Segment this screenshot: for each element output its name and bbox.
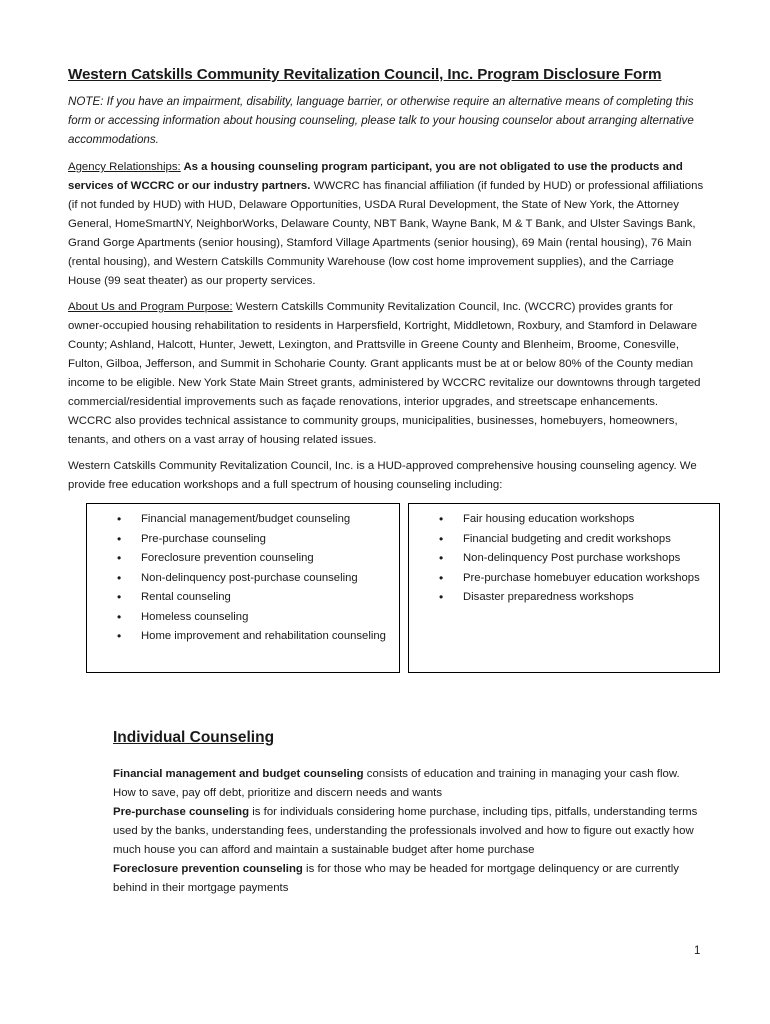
- counseling-services-box: [86, 503, 400, 673]
- bullet-icon: •: [439, 570, 444, 585]
- agency-relationships-paragraph: [68, 158, 704, 291]
- list-item: • Disaster preparedness workshops: [463, 588, 715, 608]
- bullet-icon: •: [439, 531, 444, 546]
- bullet-icon: •: [117, 609, 122, 624]
- pre-purchase-description: Pre-purchase counseling is for individuals considering home purchase, including tips, pitfalls, understanding terms used by the banks, understanding fees, understanding the professionals involved and how to figure out exactly how much house you can afford and maintain a sustainable budget after home purchase: [113, 806, 698, 856]
- bullet-icon: •: [117, 512, 122, 526]
- list-item: • Non-delinquency post-purchase counseling: [141, 569, 395, 589]
- bullet-icon: •: [117, 531, 122, 546]
- agency-relationships-text: WWCRC has financial affiliation (if funded by HUD) or professional affiliations (if not funded by HUD) with HUD, Delaware Opportunities, USDA Rural Development, the State of New York, the Attorney General, HomeSmartNY, NeighborWorks, Delaware County, NBT Bank, Wayne Bank, M & T Bank, and Ulster Savings Bank, Grand Gorge Apartments (senior housing), Stamford Village Apartments (senior housing), 69 Main (rental housing), 76 Main (rental housing), and Western Catskills Community Warehouse (low cost home improvement supplies), and the Carriage House (99 seat theater) as our property services.: [68, 180, 704, 287]
- bullet-icon: •: [439, 512, 444, 526]
- individual-counseling-section: [113, 765, 704, 898]
- services-boxes: [86, 503, 720, 673]
- list-item: • Foreclosure prevention counseling: [141, 549, 395, 569]
- document-page: [68, 66, 704, 898]
- workshops-box: [408, 503, 720, 673]
- agency-relationships-notice: As a housing counseling program participant, you are not obligated to use the products and services of WCCRC or our industry partners.: [68, 161, 683, 192]
- about-us-text: Western Catskills Community Revitalization Council, Inc. (WCCRC) provides grants for owner-occupied housing rehabilitation to residents in Harpersfield, Kortright, Middletown, Roxbury, and Stamford in Delaware County; Ashland, Halcott, Hunter, Jewett, Lexington, and Prattsville in Greene County and Blenheim, Broome, Conesville, Fulton, Gilboa, Jefferson, and Summit in Schoharie County. Grant applicants must be at or below 80% of the County median income to be eligible. New York State Main Street grants, administered by WCCRC revitalize our downtowns through targeted commercial/residential improvements such as façade renovations, interior upgrades, and streetscape enhancements. WCCRC also provides technical assistance to community groups, municipalities, businesses, homebuyers, homeowners, tenants, and others on a vast array of housing related issues.: [68, 301, 701, 446]
- bullet-icon: •: [439, 551, 444, 565]
- financial-management-description: Financial management and budget counseling consists of education and training in managing your cash flow. How to save, pay off debt, prioritize and discern needs and wants: [113, 768, 680, 799]
- list-item: • Fair housing education workshops: [463, 510, 715, 530]
- list-item: • Homeless counseling: [141, 608, 395, 628]
- about-us-label: About Us and Program Purpose:: [68, 301, 233, 313]
- bullet-icon: •: [117, 570, 122, 585]
- bullet-icon: •: [117, 629, 122, 643]
- individual-counseling-heading: Individual Counseling: [113, 729, 275, 746]
- form-title: Western Catskills Community Revitalization Council, Inc. Program Disclosure Form: [68, 66, 662, 83]
- list-item: • Pre-purchase counseling: [141, 530, 395, 550]
- list-item: • Rental counseling: [141, 588, 395, 608]
- list-item: • Home improvement and rehabilitation counseling: [141, 627, 395, 647]
- bullet-icon: •: [117, 590, 122, 604]
- bullet-icon: •: [117, 551, 122, 565]
- page-number: 1: [694, 945, 701, 957]
- agency-relationships-label: Agency Relationships:: [68, 161, 181, 173]
- list-item: • Financial management/budget counseling: [141, 510, 395, 530]
- services-intro-paragraph: Western Catskills Community Revitalization Council, Inc. is a HUD-approved comprehensive housing counseling agency. We provide free education workshops and a full spectrum of housing counseling including:: [68, 460, 697, 491]
- foreclosure-prevention-description: Foreclosure prevention counseling is for those who may be headed for mortgage delinquency or are currently behind in their mortgage payments: [113, 863, 679, 894]
- counseling-services-list: [91, 510, 395, 647]
- list-item: • Pre-purchase homebuyer education workshops: [463, 569, 715, 589]
- list-item: • Non-delinquency Post purchase workshops: [463, 549, 715, 569]
- workshops-list: [413, 510, 715, 608]
- bullet-icon: •: [439, 590, 444, 604]
- about-us-paragraph: [68, 298, 704, 450]
- accessibility-note: NOTE: If you have an impairment, disability, language barrier, or otherwise require an alternative means of completing this form or accessing information about housing counseling, please talk to your housing counselor about arranging alternative accommodations.: [68, 95, 694, 146]
- list-item: • Financial budgeting and credit workshops: [463, 530, 715, 550]
